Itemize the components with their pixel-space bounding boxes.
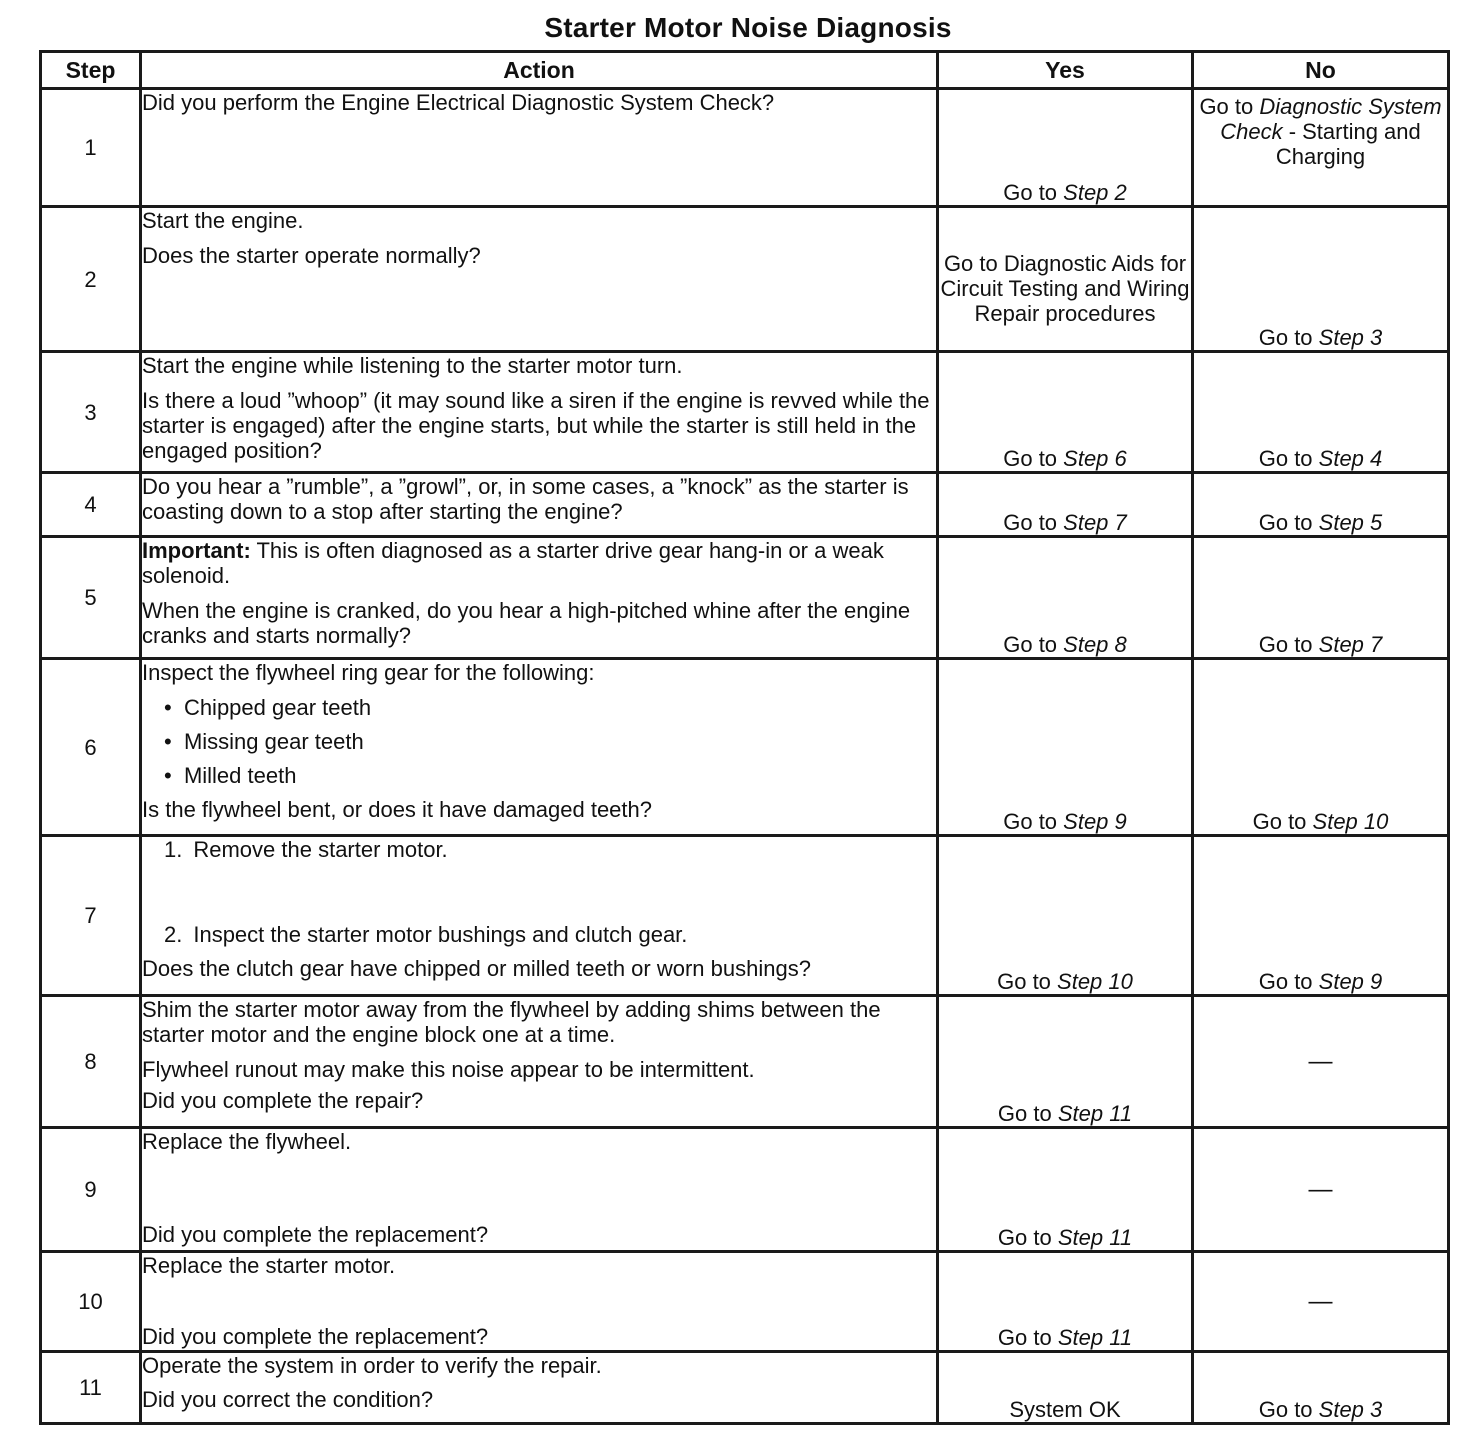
no-step-ref: Step 10 <box>1312 809 1389 834</box>
table-row <box>41 537 1449 659</box>
yes-cell <box>938 352 1193 473</box>
step-number: 11 <box>41 1352 141 1424</box>
table-row <box>41 996 1449 1128</box>
action-text: Shim the starter motor away from the flywheel by adding shims between the starter motor and the engine block one at a time. <box>142 997 881 1047</box>
yes-step-ref: Step 11 <box>1057 1101 1133 1126</box>
table-row <box>41 659 1449 836</box>
header-yes: Yes <box>938 52 1193 89</box>
no-cell <box>1193 659 1449 836</box>
no-prefix: Go to <box>1258 446 1319 471</box>
step-number: 9 <box>41 1128 141 1252</box>
table-row <box>41 1128 1449 1252</box>
yes-prefix: Go to <box>997 969 1058 994</box>
yes-cell: System OK <box>938 1352 1193 1424</box>
yes-cell <box>938 1252 1193 1352</box>
table-row <box>41 836 1449 996</box>
important-label: Important: <box>142 538 251 563</box>
yes-step-ref: Step 10 <box>1057 969 1133 994</box>
action-text: Does the clutch gear have chipped or milled teeth or worn bushings? <box>142 956 811 981</box>
yes-step-ref: Step 7 <box>1063 510 1127 535</box>
yes-step-ref: Step 11 <box>1057 1325 1133 1350</box>
bullet-item: • Chipped gear teeth <box>164 695 372 720</box>
action-text: Is the flywheel bent, or does it have damaged teeth? <box>142 797 652 822</box>
table-row <box>41 1252 1449 1352</box>
no-step-ref: Step 5 <box>1318 510 1383 535</box>
no-cell <box>1193 537 1449 659</box>
diagnosis-table <box>39 50 1450 1425</box>
yes-cell: Go to Diagnostic Aids for Circuit Testing and Wiring Repair procedures <box>938 207 1193 352</box>
no-prefix: Go to <box>1258 1397 1319 1422</box>
action-cell <box>141 473 938 537</box>
yes-cell <box>938 473 1193 537</box>
no-cell <box>1193 1352 1449 1424</box>
step-number: 8 <box>41 996 141 1128</box>
action-text: Do you hear a ”rumble”, a ”growl”, or, in some cases, a ”knock” as the starter is coasting down to a stop after starting the engine? <box>142 474 909 524</box>
action-cell <box>141 996 938 1128</box>
bullet-text: Chipped gear teeth <box>183 695 372 720</box>
step-number: 7 <box>41 836 141 996</box>
step-number: 4 <box>41 473 141 537</box>
no-cell <box>1193 352 1449 473</box>
no-cell: — <box>1193 996 1449 1128</box>
numbered-item: 1. Remove the starter motor. <box>164 837 448 862</box>
action-cell <box>141 89 938 207</box>
yes-cell <box>938 89 1193 207</box>
no-cell <box>1193 89 1449 207</box>
no-step-ref: Step 9 <box>1318 969 1383 994</box>
yes-step-ref: Step 9 <box>1063 809 1127 834</box>
action-cell <box>141 537 938 659</box>
action-text: Inspect the flywheel ring gear for the following: <box>142 660 595 685</box>
header-step: Step <box>41 52 141 89</box>
no-step-ref: Step 4 <box>1318 446 1383 471</box>
action-text: Does the starter operate normally? <box>142 243 481 268</box>
action-text: Did you complete the replacement? <box>142 1222 489 1247</box>
action-text: Did you complete the replacement? <box>142 1324 489 1349</box>
no-prefix: Go to <box>1199 94 1260 119</box>
no-prefix: Go to <box>1258 632 1319 657</box>
yes-prefix: Go to <box>997 1225 1058 1250</box>
action-text: Is there a loud ”whoop” (it may sound like a siren if the engine is revved while the starter is engaged) after the engine starts, but while the starter is still held in the engaged position? <box>142 388 930 463</box>
action-cell <box>141 207 938 352</box>
no-step-ref: Step 3 <box>1318 325 1383 350</box>
action-text: Replace the starter motor. <box>142 1253 396 1278</box>
yes-cell <box>938 836 1193 996</box>
step-number: 3 <box>41 352 141 473</box>
action-text: Start the engine. <box>142 208 304 233</box>
page-title: Starter Motor Noise Diagnosis <box>544 12 952 43</box>
no-step-ref: Step 3 <box>1318 1397 1383 1422</box>
action-text: Replace the flywheel. <box>142 1129 352 1154</box>
yes-prefix: Go to <box>997 1325 1058 1350</box>
no-cell <box>1193 473 1449 537</box>
bullet-item: • Missing gear teeth <box>164 729 364 754</box>
yes-prefix: Go to <box>1003 446 1064 471</box>
step-number: 6 <box>41 659 141 836</box>
no-prefix: Go to <box>1258 969 1319 994</box>
yes-step-ref: Step 2 <box>1063 180 1127 205</box>
no-prefix: Go to <box>1258 510 1319 535</box>
no-prefix: Go to <box>1252 809 1313 834</box>
action-text: Did you correct the condition? <box>142 1387 434 1412</box>
step-number: 5 <box>41 537 141 659</box>
no-cell <box>1193 836 1449 996</box>
bullet-text: Milled teeth <box>183 763 297 788</box>
yes-prefix: Go to <box>1003 510 1064 535</box>
yes-prefix: Go to <box>1003 632 1064 657</box>
no-suffix: - Starting and Charging <box>1275 119 1421 169</box>
step-number: 1 <box>41 89 141 207</box>
numbered-item: 2. Inspect the starter motor bushings and clutch gear. <box>164 922 688 947</box>
bullet-text: Missing gear teeth <box>183 729 364 754</box>
yes-cell <box>938 1128 1193 1252</box>
yes-cell <box>938 659 1193 836</box>
no-cell: — <box>1193 1252 1449 1352</box>
action-cell <box>141 1128 938 1252</box>
yes-cell <box>938 537 1193 659</box>
no-step-ref: Step 7 <box>1318 632 1383 657</box>
important-text: This is often diagnosed as a starter drive gear hang-in or a weak solenoid. <box>142 538 884 588</box>
step-number: 2 <box>41 207 141 352</box>
yes-step-ref: Step 6 <box>1063 446 1127 471</box>
action-cell <box>141 836 938 996</box>
yes-prefix: Go to <box>997 1101 1058 1126</box>
action-text: Flywheel runout may make this noise appear to be intermittent. <box>142 1057 755 1082</box>
yes-step-ref: Step 8 <box>1063 632 1127 657</box>
action-text: Operate the system in order to verify the repair. <box>142 1353 602 1378</box>
action-cell <box>141 1252 938 1352</box>
bullet-item: • Milled teeth <box>164 763 297 788</box>
action-text: Did you perform the Engine Electrical Diagnostic System Check? <box>142 90 775 115</box>
no-ref: Diagnostic System Check <box>1220 94 1442 144</box>
header-action: Action <box>141 52 938 89</box>
table-row <box>41 207 1449 352</box>
table-row <box>41 352 1449 473</box>
step-number: 10 <box>41 1252 141 1352</box>
action-cell <box>141 1352 938 1424</box>
header-row <box>41 52 1449 89</box>
table-row <box>41 89 1449 207</box>
no-cell <box>1193 207 1449 352</box>
action-cell <box>141 659 938 836</box>
no-prefix: Go to <box>1258 325 1319 350</box>
action-cell <box>141 352 938 473</box>
yes-step-ref: Step 11 <box>1057 1225 1133 1250</box>
important-note <box>142 538 936 588</box>
header-no: No <box>1193 52 1449 89</box>
table-row <box>41 1352 1449 1424</box>
action-text: When the engine is cranked, do you hear a high-pitched whine after the engine cranks and starts normally? <box>142 598 911 648</box>
yes-prefix: Go to <box>1003 180 1064 205</box>
table-row <box>41 473 1449 537</box>
action-text: Start the engine while listening to the starter motor turn. <box>142 353 683 378</box>
no-cell: — <box>1193 1128 1449 1252</box>
yes-cell <box>938 996 1193 1128</box>
action-text: Did you complete the repair? <box>142 1088 424 1113</box>
yes-prefix: Go to <box>1003 809 1064 834</box>
